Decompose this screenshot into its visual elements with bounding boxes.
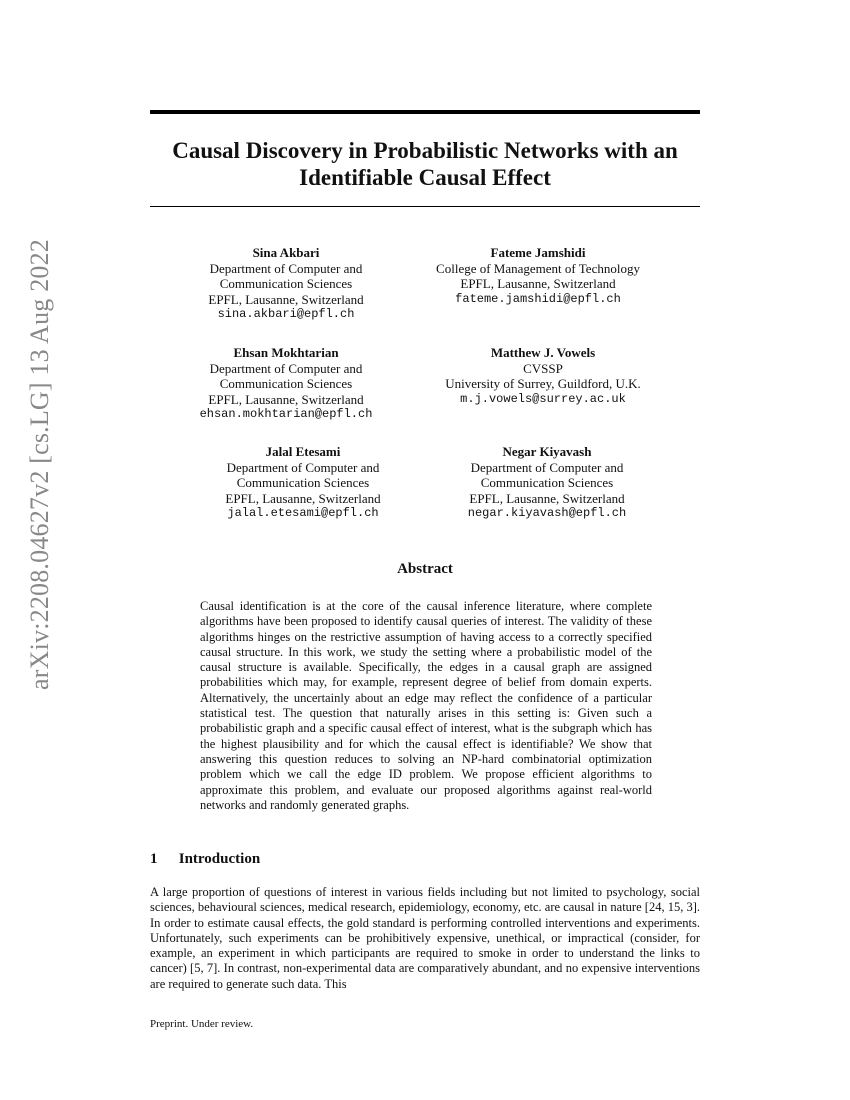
title-bottom-rule xyxy=(150,206,700,207)
footer-note: Preprint. Under review. xyxy=(150,1018,254,1030)
author-affiliation: EPFL, Lausanne, Switzerland xyxy=(469,490,625,506)
author-name: Sina Akbari xyxy=(252,245,320,260)
section-number: 1 xyxy=(150,851,158,867)
abstract-body: Causal identification is at the core of the causal inference literature, where complete algorithms have been proposed to identify causal queries of interest. The validity of these algorithms hinges on the restrictive assumption of having access to a correctly specified causal structure. In this work, we study the setting where a probabilistic model of the causal structure is available. Specifically, the edges in a causal graph are assigned probabilities which may, for example, represent degree of belief from domain experts. Alternatively, the uncertainly about an edge may reflect the confidence of a particular statistical test. The question that naturally arises in this setting is: Given such a probabilistic graph and a specific causal effect of interest, what is the subgraph which has the highest plausibility and for which the causal effect is identifiable? We show that answering this question reduces to solving an NP-hard combinatorial optimization problem which we call the edge ID problem. We propose efficient algorithms to approximate this problem, and evaluate our proposed algorithms against real-world networks and randomly generated graphs. xyxy=(200,599,652,812)
author-affiliation: Department of Computer and xyxy=(209,260,363,276)
author-email[interactable]: m.j.vowels@surrey.ac.uk xyxy=(460,391,626,406)
author-block xyxy=(166,345,406,423)
author-name: Fateme Jamshidi xyxy=(490,245,586,260)
paper-title: Causal Discovery in Probabilistic Networks with an Identifiable Causal Effect xyxy=(172,138,678,190)
author-affiliation: EPFL, Lausanne, Switzerland xyxy=(460,276,616,291)
author-affiliation: College of Management of Technology xyxy=(436,260,640,276)
author-name: Jalal Etesami xyxy=(265,444,341,459)
author-affiliation: EPFL, Lausanne, Switzerland xyxy=(208,391,364,407)
abstract-heading: Abstract xyxy=(397,561,453,577)
title-top-rule xyxy=(150,110,700,114)
author-affiliation: Communication Sciences xyxy=(236,475,370,490)
author-email[interactable]: sina.akbari@epfl.ch xyxy=(217,307,355,321)
author-affiliation: Department of Computer and xyxy=(209,360,363,376)
author-block xyxy=(423,345,663,407)
author-block xyxy=(427,444,667,522)
author-name: Ehsan Mokhtarian xyxy=(233,345,339,360)
author-block xyxy=(183,444,423,522)
author-name: Negar Kiyavash xyxy=(502,444,592,459)
author-email[interactable]: ehsan.mokhtarian@epfl.ch xyxy=(199,407,373,421)
author-affiliation: Communication Sciences xyxy=(219,376,353,391)
section-title: Introduction xyxy=(178,851,261,867)
arxiv-id: arXiv:2208.04627v2 [cs.LG] 13 Aug 2022 xyxy=(25,239,54,690)
section-heading xyxy=(150,851,260,868)
author-affiliation: CVSSP xyxy=(523,360,563,376)
author-affiliation: Department of Computer and xyxy=(470,459,624,475)
author-affiliation: EPFL, Lausanne, Switzerland xyxy=(225,490,381,506)
author-email[interactable]: negar.kiyavash@epfl.ch xyxy=(467,506,627,520)
author-email[interactable]: jalal.etesami@epfl.ch xyxy=(227,506,379,520)
author-block xyxy=(418,245,658,307)
author-affiliation: Department of Computer and xyxy=(226,459,380,475)
author-email[interactable]: fateme.jamshidi@epfl.ch xyxy=(455,291,621,306)
author-affiliation: University of Surrey, Guildford, U.K. xyxy=(445,376,641,391)
arxiv-stamp xyxy=(25,239,54,690)
author-block xyxy=(166,245,406,323)
author-affiliation: Communication Sciences xyxy=(219,276,353,291)
intro-paragraph: A large proportion of questions of interest in various fields including but not limited to psychology, social sciences, behavioural sciences, medical research, epidemiology, economy, etc. are causal in nature [24, 15, 3]. In order to estimate causal effects, the gold standard is performing controlled interventions and experiments. Unfortunately, such experiments can be prohibitively expensive, unethical, or impractical (consider, for example, an experiment in which participants are required to smoke in order to understand the links to cancer) [5, 7]. In contrast, non-experimental data are comparatively abundant, and no expensive interventions are required to generate such data. This xyxy=(150,885,700,991)
author-name: Matthew J. Vowels xyxy=(490,345,596,360)
author-affiliation: EPFL, Lausanne, Switzerland xyxy=(208,291,364,307)
author-affiliation: Communication Sciences xyxy=(480,475,614,490)
